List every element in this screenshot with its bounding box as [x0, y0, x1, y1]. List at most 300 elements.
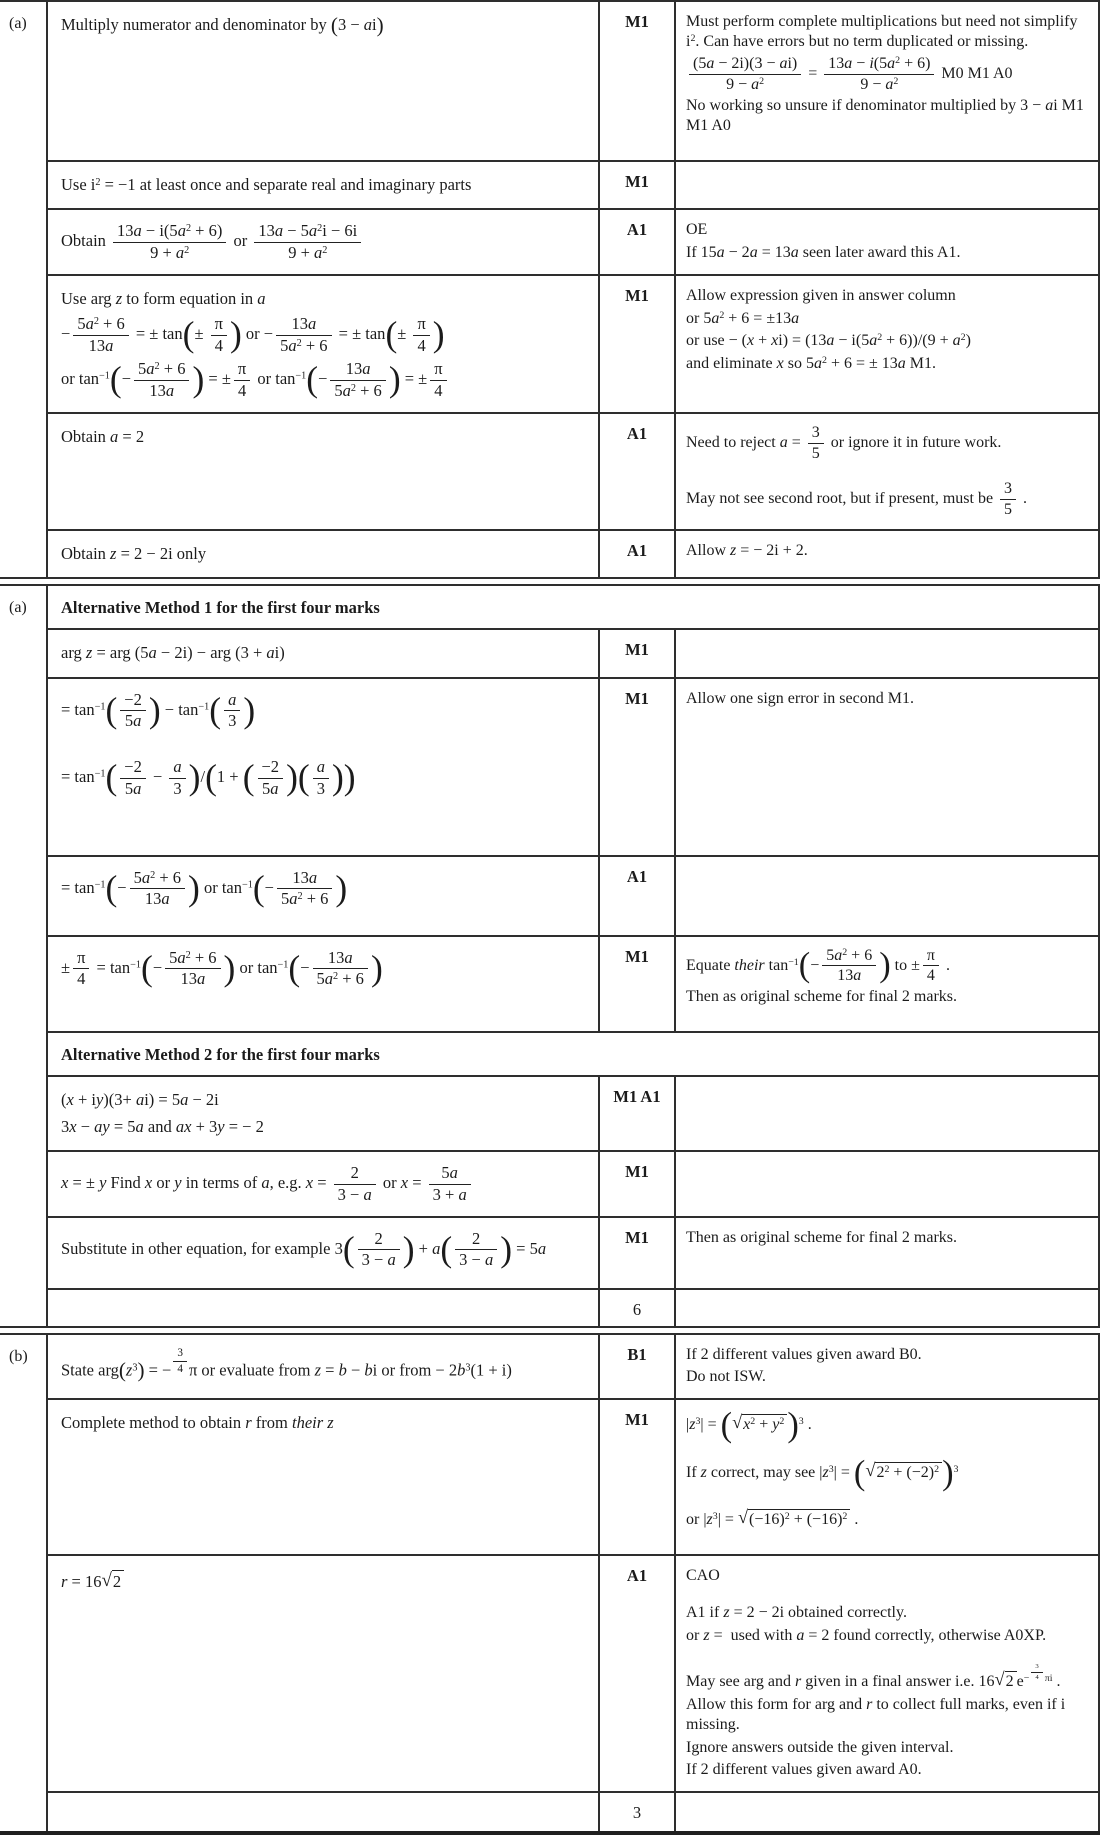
radical-icon: √	[732, 1412, 743, 1433]
big-paren: (	[109, 359, 122, 400]
math-text: 3 −	[459, 1250, 485, 1270]
math-variable: a	[316, 757, 325, 777]
math-variable: a	[180, 1089, 189, 1109]
guidance-line	[686, 1738, 1090, 1758]
math-text: or	[378, 1172, 401, 1192]
superscript: 2	[784, 1510, 790, 1522]
superscript: 2	[297, 890, 303, 902]
guidance-line	[686, 331, 1090, 351]
superscript: 2	[296, 337, 302, 349]
table-row	[0, 1077, 1100, 1153]
math-text: 3 −	[337, 1184, 364, 1204]
math-text: 1 +	[216, 767, 243, 787]
math-variable: a	[362, 359, 371, 379]
guidance-line	[686, 1603, 1090, 1623]
math-text: or 5	[686, 309, 712, 327]
math-variable: a	[706, 54, 715, 72]
big-paren: (	[118, 1358, 126, 1383]
math-variable: a	[484, 1250, 494, 1270]
guidance-line	[686, 1760, 1090, 1780]
math-text: 13	[144, 888, 162, 908]
part-label	[0, 630, 46, 678]
math-text: + 6)	[900, 54, 931, 72]
fraction	[223, 691, 241, 731]
big-paren: )	[376, 12, 384, 37]
math-text: Obtain	[61, 231, 111, 251]
math-text: so 5	[783, 354, 814, 372]
superscript: 2	[750, 1416, 756, 1428]
big-paren: (	[209, 689, 222, 730]
math-text: tan	[764, 956, 789, 974]
math-text: 13	[837, 967, 854, 985]
fraction	[119, 691, 147, 731]
part-label	[0, 1556, 46, 1793]
part-label	[0, 162, 46, 210]
math-variable: y	[95, 1089, 104, 1109]
math-text: (5	[693, 54, 707, 72]
part-label	[0, 937, 46, 1033]
math-text: |	[686, 1416, 690, 1434]
math-text: .	[1052, 1673, 1061, 1691]
answer-line	[61, 1116, 590, 1138]
part-label	[0, 210, 46, 276]
math-text: 5	[133, 867, 142, 887]
math-text: = 2	[118, 427, 145, 447]
guidance-line	[686, 1405, 1090, 1444]
math-text: 3	[61, 1116, 70, 1136]
big-paren: (	[105, 689, 118, 730]
math-text: −2	[124, 757, 142, 777]
math-text: π	[417, 314, 426, 334]
section-separator	[0, 577, 1100, 586]
superscript: −1	[94, 879, 106, 891]
math-variable: x	[776, 354, 784, 372]
guidance-line	[686, 1228, 1090, 1248]
math-text: π	[214, 314, 223, 334]
marks-cell: M1	[598, 937, 676, 1033]
math-text: 2	[876, 1464, 885, 1482]
big-paren: )	[432, 314, 445, 355]
big-paren: )	[192, 359, 205, 400]
guidance-cell	[676, 1077, 1100, 1153]
table-row	[0, 531, 1100, 577]
big-paren: (	[105, 867, 118, 908]
math-variable: a	[844, 54, 853, 72]
fraction	[999, 480, 1017, 519]
math-text: i or from − 2	[372, 1360, 458, 1380]
math-variable: a	[885, 75, 894, 93]
math-text: 13	[180, 968, 197, 988]
guidance-line	[686, 1566, 1090, 1586]
math-text: i) = (13	[778, 332, 827, 350]
big-paren: )	[331, 757, 344, 798]
math-text: seen later award this A1.	[798, 243, 961, 261]
math-text: 3	[1004, 480, 1013, 498]
math-text: Obtain	[61, 427, 111, 447]
math-text: − tan	[160, 699, 199, 719]
answer-cell	[46, 1152, 598, 1218]
math-variable: a	[133, 221, 142, 241]
math-text: 5	[441, 1163, 450, 1183]
math-variable: a	[796, 1626, 805, 1644]
superscript: 2	[759, 75, 765, 87]
math-text: 4	[177, 1362, 183, 1375]
math-text: Use arg	[61, 289, 116, 309]
math-text: = ±	[204, 369, 231, 389]
math-variable: r	[795, 1673, 802, 1691]
superscript: 3	[953, 1464, 959, 1476]
math-variable: i	[869, 54, 874, 72]
math-text: 5	[124, 778, 134, 798]
answer-cell	[46, 1290, 598, 1326]
math-text: −	[61, 324, 71, 344]
superscript: 2	[350, 382, 356, 394]
superscript: 2	[884, 1464, 890, 1476]
math-text: 5	[124, 710, 134, 730]
math-text: Allow one sign error in second M1.	[686, 689, 914, 707]
math-text: | =	[717, 1510, 738, 1528]
math-variable: a	[791, 309, 800, 327]
radical-icon: √	[994, 1669, 1005, 1690]
math-text: Ignore answers outside the given interval.	[686, 1738, 954, 1756]
answer-cell	[46, 414, 598, 531]
fraction	[922, 947, 940, 986]
math-text: 3	[316, 778, 325, 798]
big-paren: (	[385, 314, 398, 355]
math-text: e	[1016, 1673, 1024, 1691]
big-paren: )	[335, 867, 348, 908]
math-text: + 6	[338, 968, 364, 988]
math-variable: x	[747, 332, 755, 350]
big-paren: (	[141, 947, 153, 988]
math-text: ±	[397, 324, 411, 344]
fraction	[357, 1230, 401, 1270]
superscript: 3	[695, 1416, 701, 1428]
superscript: 2	[185, 223, 192, 235]
marks-cell: M1 A1	[598, 1077, 676, 1153]
math-variable: a	[324, 968, 334, 988]
math-text: + 6	[155, 867, 182, 887]
answer-cell	[46, 276, 598, 414]
math-text: + 6	[159, 359, 186, 379]
superscript: 3	[132, 1362, 138, 1374]
superscript: −1	[198, 701, 210, 713]
big-paren: )	[787, 1405, 799, 1444]
math-text: or |	[686, 1510, 707, 1528]
math-text: )	[965, 332, 971, 350]
math-text: or	[686, 1626, 704, 1644]
math-text: 9 −	[860, 75, 886, 93]
table-row	[0, 1400, 1100, 1556]
guidance-cell	[676, 1218, 1100, 1290]
math-text: = tan	[61, 699, 95, 719]
fraction	[164, 949, 221, 989]
math-text: = − 2i + 2.	[736, 541, 808, 559]
answer-line	[61, 949, 590, 989]
superscript: 2	[333, 970, 339, 982]
guidance-line	[686, 1626, 1090, 1646]
math-variable: a	[537, 1238, 547, 1258]
section-separator	[0, 1326, 1100, 1335]
math-text: 3	[177, 1346, 183, 1359]
math-variable: their	[734, 956, 765, 974]
guidance-line	[686, 309, 1090, 329]
math-variable: z	[700, 1464, 707, 1482]
math-variable: z	[85, 643, 93, 663]
math-text: π	[77, 947, 86, 967]
math-text: −	[121, 369, 132, 389]
math-text: i)	[274, 643, 285, 663]
big-paren: (	[342, 1228, 355, 1269]
answer-cell	[46, 2, 598, 162]
math-variable: y	[174, 1172, 182, 1192]
math-text: − 2i	[188, 1089, 219, 1109]
math-text: − 2i)(3 −	[714, 54, 780, 72]
math-variable: a	[307, 314, 317, 334]
math-text: | =	[833, 1464, 854, 1482]
math-text: 4	[417, 335, 426, 355]
math-text: M0 M1 A0	[937, 65, 1013, 83]
answer-cell	[46, 679, 598, 857]
big-paren: )	[188, 867, 200, 908]
math-text: −	[152, 957, 163, 977]
math-variable: y	[217, 1116, 225, 1136]
math-variable: x	[61, 1172, 69, 1192]
marks-cell: A1	[598, 531, 676, 577]
math-text: + (−2)	[889, 1464, 935, 1482]
math-text: and	[143, 1116, 176, 1136]
math-variable: x	[743, 1416, 751, 1434]
math-text: given in a final answer i.e. 16	[801, 1673, 995, 1691]
table-row	[0, 276, 1100, 414]
part-label	[0, 1290, 46, 1326]
part-label	[0, 1793, 46, 1831]
answer-line	[61, 315, 590, 355]
math-variable: x	[305, 1172, 314, 1192]
math-text: If 2 different values given award B0.	[686, 1345, 922, 1363]
superscript: 2	[185, 949, 191, 961]
math-text: 13	[828, 54, 845, 72]
math-text: + 6 = ±13	[724, 309, 792, 327]
math-variable: a	[887, 54, 896, 72]
math-text: 9 +	[288, 242, 315, 262]
fraction	[454, 1230, 498, 1270]
table-row	[0, 937, 1100, 1033]
math-text: −	[318, 369, 328, 389]
fraction	[429, 360, 447, 400]
table-row	[0, 679, 1100, 857]
superscript: −1	[295, 371, 307, 383]
math-text: in terms of	[181, 1172, 262, 1192]
math-text: = 5	[512, 1238, 538, 1258]
math-text: = used with	[709, 1626, 797, 1644]
math-text: + 6	[302, 888, 329, 908]
big-paren: (	[853, 1453, 866, 1492]
superscript: 3	[465, 1362, 471, 1374]
guidance-cell	[676, 2, 1100, 162]
math-text: 13	[149, 380, 166, 400]
math-text: 13	[327, 947, 345, 967]
superscript: 2	[93, 316, 99, 328]
math-text: to ±	[890, 956, 920, 974]
fraction	[688, 55, 802, 94]
part-label	[0, 679, 46, 857]
math-variable: r	[61, 1571, 68, 1591]
math-variable: a	[266, 643, 275, 663]
answer-cell	[46, 1335, 598, 1400]
math-text: or tan	[61, 369, 100, 389]
fraction	[823, 55, 935, 94]
guidance-line	[686, 286, 1090, 306]
math-text: 4	[1035, 1673, 1039, 1681]
superscript: 2	[960, 332, 966, 344]
part-label	[0, 1077, 46, 1153]
math-text: Do not ISW.	[686, 1368, 766, 1386]
math-variable: a	[779, 434, 788, 452]
math-variable: a	[449, 1163, 458, 1183]
fraction	[168, 758, 186, 798]
math-text: 13	[345, 359, 363, 379]
answer-line	[61, 360, 590, 400]
guidance-line	[686, 947, 1090, 986]
math-text: to collect full marks, even if i missing.	[686, 1695, 1066, 1734]
fraction	[257, 758, 285, 798]
guidance-cell	[676, 531, 1100, 577]
table-row	[0, 1290, 1100, 1326]
math-text: + 3	[191, 1116, 218, 1136]
section-header: Alternative Method 1 for the first four marks	[46, 586, 1100, 630]
math-text: −2	[124, 689, 142, 709]
fraction	[275, 315, 332, 355]
table-row	[0, 630, 1100, 678]
math-text: + 6))/(9 +	[882, 332, 953, 350]
math-text: 3	[228, 710, 237, 730]
math-variable: a	[897, 354, 906, 372]
math-text: + (−16)	[789, 1510, 843, 1528]
answer-cell	[46, 857, 598, 937]
math-text: 13	[258, 221, 275, 241]
math-text: π or evaluate from	[188, 1360, 315, 1380]
guidance-cell	[676, 1793, 1100, 1831]
marks-cell: 3	[598, 1793, 676, 1831]
guidance-cell	[676, 1556, 1100, 1793]
math-text: = −1 at least once and separate real and imaginary parts	[100, 175, 472, 194]
marks-cell: M1	[598, 1218, 676, 1290]
math-text: If	[686, 1464, 701, 1482]
math-variable: z	[110, 543, 117, 563]
math-variable: a	[196, 968, 206, 988]
math-variable: a	[432, 1238, 441, 1258]
math-variable: a	[175, 242, 185, 262]
math-text: 2	[374, 1228, 383, 1248]
math-text: to form equation in	[122, 289, 258, 309]
math-variable: a	[1045, 96, 1054, 114]
math-text: −	[117, 877, 127, 897]
math-text: Must perform complete multiplications but need not simplify i	[686, 13, 1078, 51]
math-text: Allow this form for arg and	[686, 1695, 867, 1713]
math-variable: a	[146, 359, 155, 379]
math-text: or −	[241, 324, 274, 344]
part-label: (a)	[9, 15, 27, 32]
part-label: (a)	[9, 599, 27, 617]
table-row	[0, 857, 1100, 937]
math-text: 4	[237, 380, 247, 400]
answer-cell	[46, 531, 598, 577]
marks-cell: A1	[598, 1556, 676, 1793]
math-text: + 6	[190, 947, 217, 967]
table-row	[0, 1152, 1100, 1218]
answer-line	[61, 1347, 590, 1382]
fraction	[133, 360, 190, 400]
math-text: i) = 5	[144, 1089, 181, 1109]
superscript: −1	[94, 769, 106, 781]
big-paren: (	[288, 947, 301, 988]
math-text: 2	[112, 1571, 122, 1591]
superscript: 2	[317, 223, 323, 235]
answer-line	[61, 758, 590, 798]
big-paren: )	[388, 359, 401, 400]
guidance-line	[686, 541, 1090, 561]
math-text: A1 if	[686, 1604, 724, 1622]
guidance-line	[686, 1345, 1090, 1365]
answer-cell	[46, 210, 598, 276]
math-text: 4	[434, 380, 443, 400]
superscript: −1	[130, 959, 141, 971]
math-text: or tan	[253, 369, 296, 389]
math-text: State arg	[61, 1360, 119, 1380]
math-text: May not see second root, but if present, must be	[686, 490, 998, 508]
math-text: −	[346, 1360, 365, 1380]
big-paren: )	[137, 1358, 145, 1383]
math-text: 2	[350, 1163, 359, 1183]
big-paren: (	[440, 1228, 453, 1269]
math-text: −	[300, 957, 310, 977]
big-paren: )	[223, 947, 236, 988]
superscript: −1	[277, 959, 289, 971]
math-variable: a	[716, 243, 725, 261]
math-text: = tan	[61, 877, 95, 897]
math-variable: b	[364, 1360, 373, 1380]
math-variable: z	[822, 1464, 829, 1482]
guidance-line	[686, 1663, 1090, 1692]
superscript: 2	[842, 946, 848, 958]
math-text: 5	[316, 968, 325, 988]
answer-line	[61, 642, 590, 664]
square-root	[865, 1459, 942, 1483]
math-text: = 16	[67, 1571, 102, 1591]
math-text: π	[926, 946, 935, 964]
fraction	[1030, 1663, 1043, 1681]
superscript: −1	[241, 879, 253, 891]
math-text: i	[372, 15, 377, 34]
square-root	[101, 1568, 124, 1594]
marks-cell: B1	[598, 1335, 676, 1400]
marks-cell: A1	[598, 857, 676, 937]
math-variable: a	[261, 1172, 270, 1192]
answer-line	[61, 1568, 590, 1594]
math-text: 13	[117, 221, 134, 241]
fraction	[807, 424, 825, 463]
math-variable: x	[400, 1172, 409, 1192]
math-text: + 6	[98, 314, 125, 334]
math-variable: a	[363, 15, 372, 34]
fraction	[253, 222, 362, 262]
answer-cell	[46, 1077, 598, 1153]
marks-cell: 6	[598, 1290, 676, 1326]
math-variable: z	[314, 1360, 322, 1380]
math-variable: a	[177, 947, 186, 967]
math-variable: a	[711, 309, 720, 327]
